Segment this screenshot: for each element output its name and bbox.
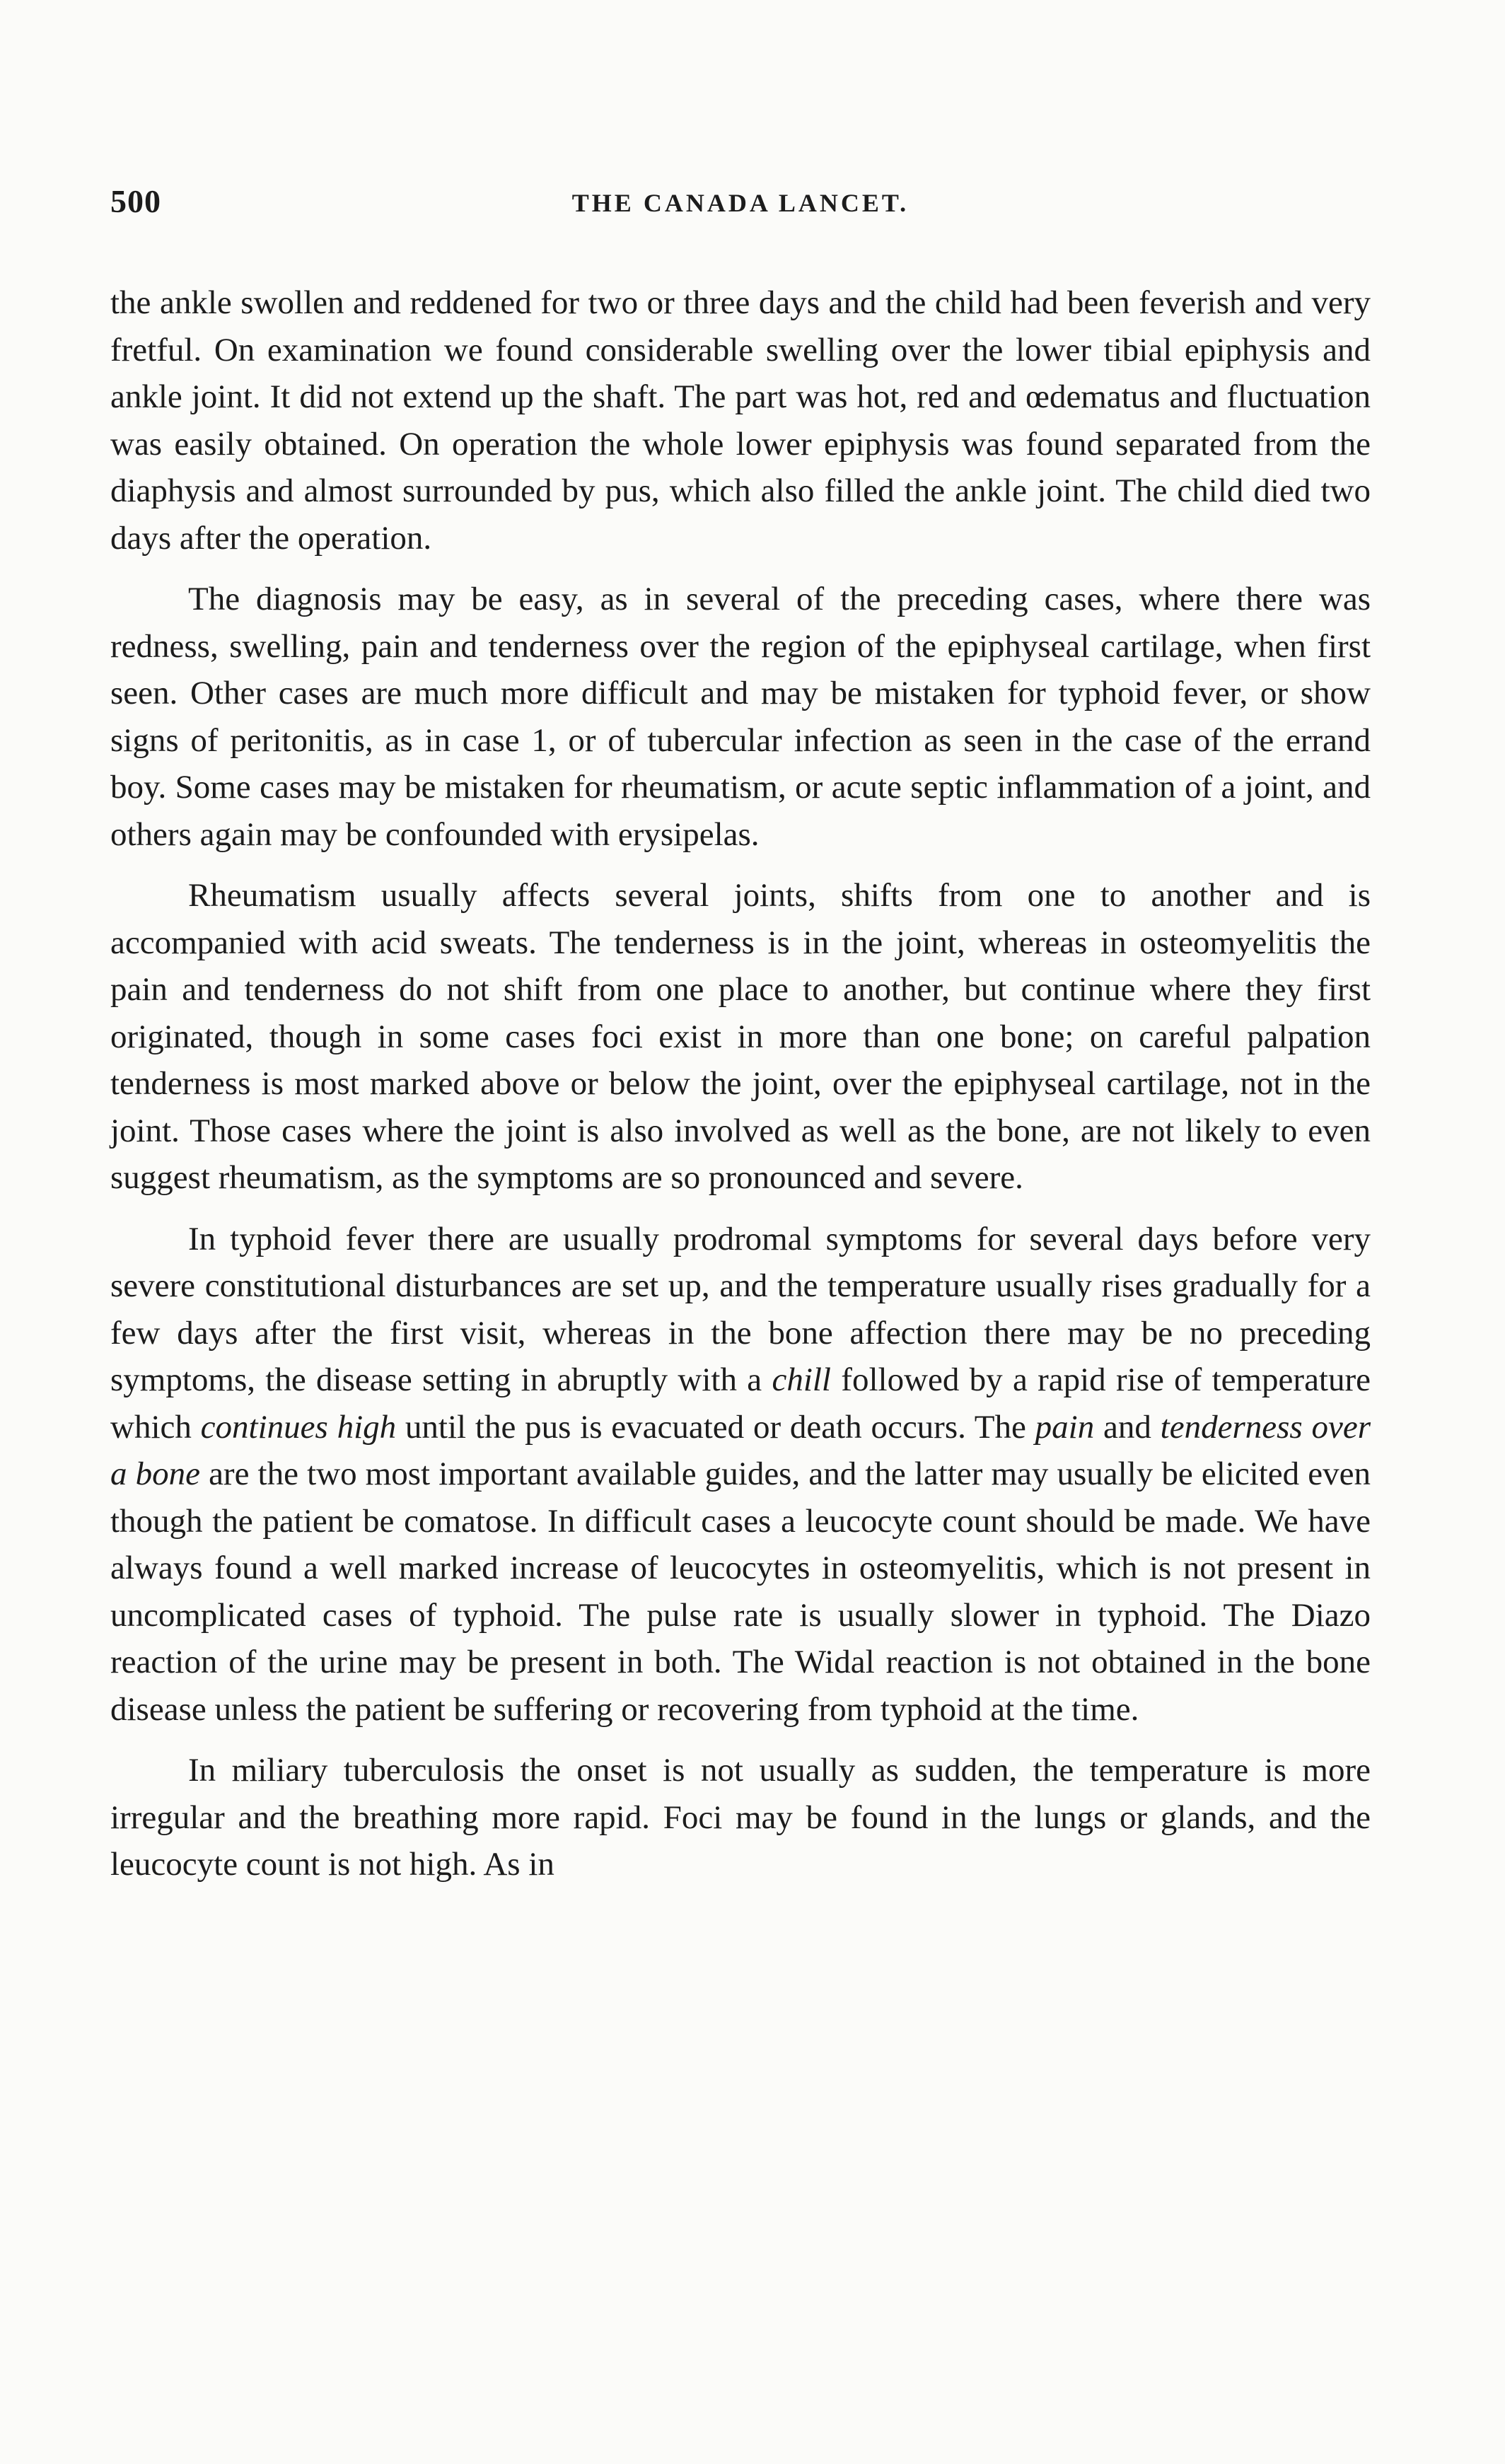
- body-text: [110, 279, 1371, 1888]
- italic-text: chill: [772, 1361, 831, 1398]
- italic-text: tenderness over a bone: [110, 1408, 1371, 1492]
- paragraph-text: Rheumatism usually affects several joints, shifts from one to another and is accompanied with acid sweats. The tenderness is in the joint, whereas in osteomyelitis the pain and tenderness do not shift from one place to another, but continue where they first originated, though in some cases foci exist in more than one bone; on careful palpation tenderness is most marked above or below the joint, over the epiphyseal cartilage, not in the joint. Those cases where the joint is also involved as well as the bone, are not likely to even suggest rheumatism, as the symptoms are so pronounced and severe.: [110, 877, 1371, 1196]
- italic-text: pain: [1035, 1408, 1095, 1446]
- paragraph-text: and: [1094, 1408, 1161, 1446]
- paragraph-text: In miliary tuberculosis the onset is not usually as sudden, the temperature is more irregular and the breathing more rapid. Foci may be found in the lungs or glands, and the leucocyte count is not high. As in: [110, 1752, 1371, 1883]
- paragraph-text: until the pus is evacuated or death occurs. The: [396, 1408, 1035, 1446]
- body-paragraph: [110, 279, 1371, 562]
- body-paragraph: [110, 1747, 1371, 1888]
- page-header: [110, 182, 1371, 228]
- paragraph-text: are the two most important available guides, and the latter may usually be elicited even though the patient be comatose. In difficult cases a leucocyte count should be made. We have always found a well marked increase of leucocytes in osteomyelitis, which is not present in uncomplicated cases of typhoid. The pulse rate is usually slower in typhoid. The Diazo reaction of the urine may be present in both. The Widal reaction is not obtained in the bone disease unless the patient be suffering or recovering from typhoid at the time.: [110, 1455, 1371, 1728]
- paragraph-text: followed by a rapid rise of temperature which: [110, 1361, 1371, 1446]
- body-paragraph: [110, 576, 1371, 858]
- body-paragraph: [110, 1216, 1371, 1733]
- paragraph-text: The diagnosis may be easy, as in several of the preceding cases, where there was redness, swelling, pain and tenderness over the region of the epiphyseal cartilage, when first seen. Other cases are much more difficult and may be mistaken for typhoid fever, or show signs of peritonitis, as in case 1, or of tubercular infection as seen in the case of the errand boy. Some cases may be mistaken for rheumatism, or acute septic inflammation of a joint, and others again may be confounded with erysipelas.: [110, 581, 1371, 853]
- paragraph-text: the ankle swollen and reddened for two or three days and the child had been feverish and very fretful. On examination we found considerable swelling over the lower tibial epiphysis and ankle joint. It did not extend up the shaft. The part was hot, red and œdematus and fluctuation was easily obtained. On operation the whole lower epiphysis was found separated from the diaphysis and almost surrounded by pus, which also filled the ankle joint. The child died two days after the operation.: [110, 284, 1371, 557]
- running-title: THE CANADA LANCET.: [571, 189, 910, 217]
- paragraph-text: In typhoid fever there are usually prodromal symptoms for several days before very severe constitutional disturbances are set up, and the temperature usually rises gradually for a few days after the first visit, whereas in the bone affection there may be no preceding symptoms, the disease setting in abruptly with a: [110, 1220, 1371, 1398]
- page-number: 500: [110, 183, 161, 219]
- italic-text: continues high: [200, 1408, 397, 1446]
- body-paragraph: [110, 872, 1371, 1202]
